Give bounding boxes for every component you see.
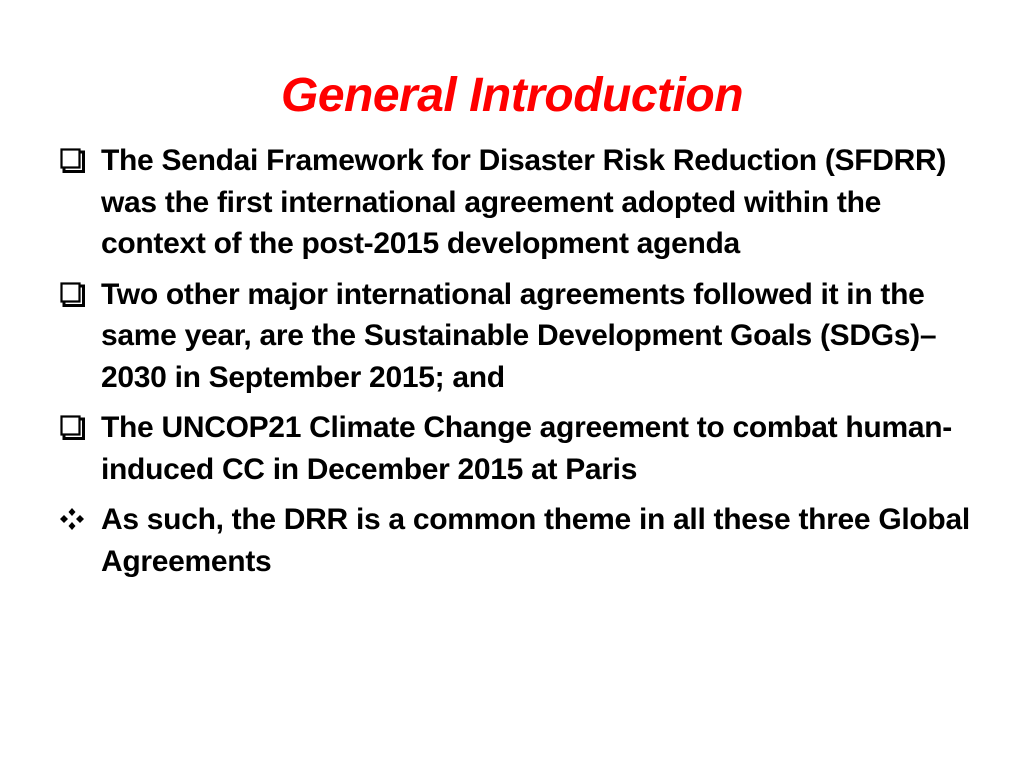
bullet-item	[60, 499, 980, 582]
hollow-square-bullet-icon	[60, 282, 88, 308]
bullet-item	[60, 140, 980, 265]
hollow-square-bullet-icon	[60, 415, 88, 441]
bullet-item	[60, 274, 980, 399]
bullet-list	[60, 140, 980, 591]
bullet-text: As such, the DRR is a common theme in all these three Global Agreements	[101, 503, 970, 578]
bullet-text: The UNCOP21 Climate Change agreement to combat human-induced CC in December 2015 at Paris	[101, 411, 952, 486]
bullet-text: Two other major international agreements followed it in the same year, are the Sustainable Development Goals (SDGs)– 2030 in September 2015; and	[101, 277, 937, 394]
slide-title: General Introduction	[280, 69, 744, 122]
hollow-square-bullet-icon	[60, 148, 88, 174]
bullet-text: The Sendai Framework for Disaster Risk Reduction (SFDRR) was the first international agreement adopted within the context of the post-2015 development agenda	[101, 144, 947, 260]
bullet-item	[60, 407, 980, 490]
four-diamond-bullet-icon	[60, 507, 88, 533]
